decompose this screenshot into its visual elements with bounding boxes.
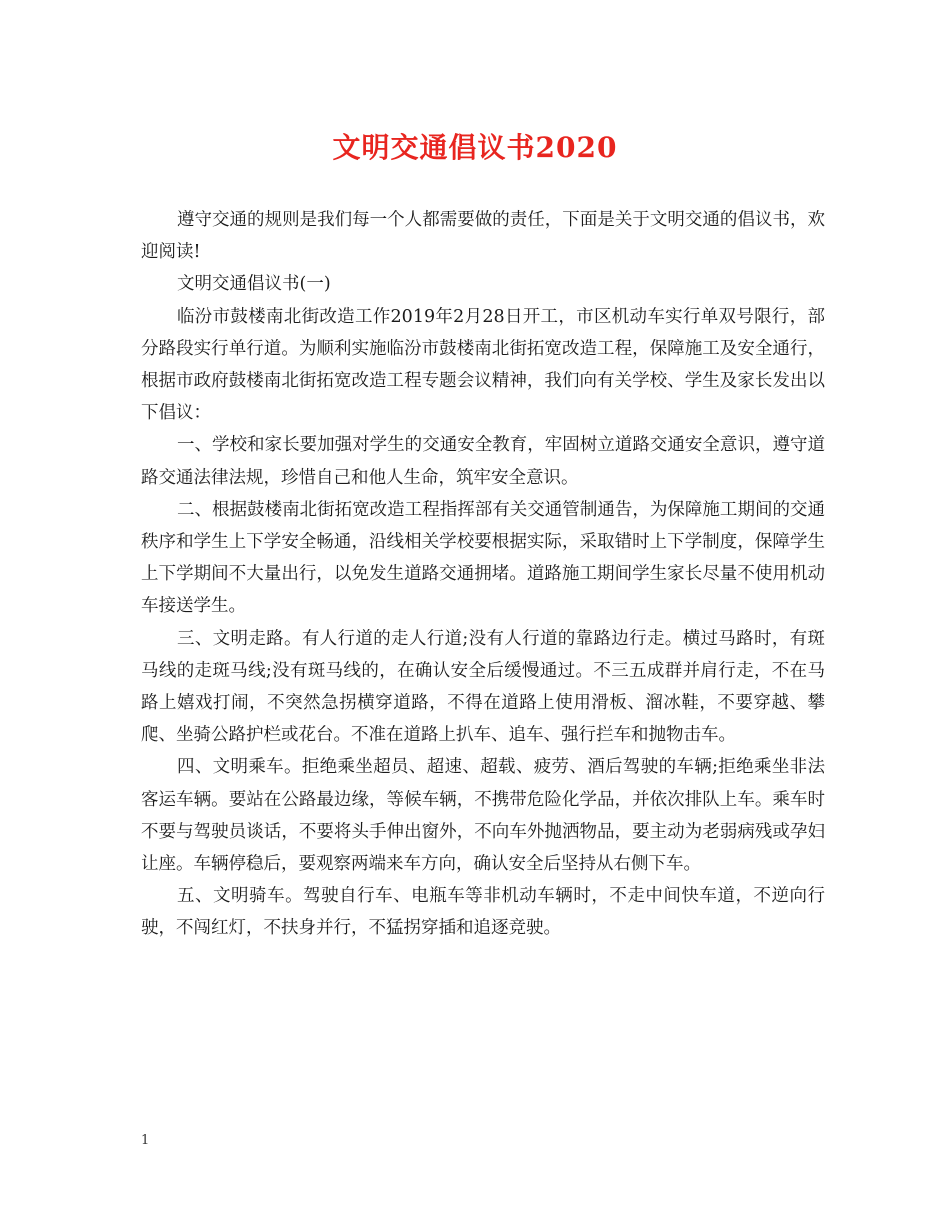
document-title: 文明交通倡议书2020 [332, 131, 618, 164]
section-heading: 文明交通倡议书(一) [177, 274, 331, 295]
paragraph-background: 临汾市鼓楼南北街改造工作2019年2月28日开工，市区机动车实行单双号限行，部分路段实行单行道。为顺利实施临汾市鼓楼南北街拓宽改造工程，保障施工及安全通行，根据市政府鼓楼南北街拓宽改造工程专题会议精神，我们向有关学校、学生及家长发出以下倡议： [141, 306, 825, 424]
paragraph-item-5: 五、文明骑车。驾驶自行车、电瓶车等非机动车辆时，不走中间快车道，不逆向行驶，不闯红灯，不扶身并行，不猛拐穿插和追逐竞驶。 [141, 886, 825, 939]
document-body [141, 204, 825, 945]
paragraph-item-2: 二、根据鼓楼南北街拓宽改造工程指挥部有关交通管制通告，为保障施工期间的交通秩序和学生上下学安全畅通，沿线相关学校要根据实际，采取错时上下学制度，保障学生上下学期间不大量出行，以免发生道路交通拥堵。道路施工期间学生家长尽量不使用机动车接送学生。 [141, 499, 825, 617]
page-number: 1 [141, 1133, 150, 1148]
paragraph-item-3: 三、文明走路。有人行道的走人行道;没有人行道的靠路边行走。横过马路时，有斑马线的走斑马线;没有斑马线的，在确认安全后缓慢通过。不三五成群并肩行走，不在马路上嬉戏打闹，不突然急拐横穿道路，不得在道路上使用滑板、溜冰鞋，不要穿越、攀爬、坐骑公路护栏或花台。不准在道路上扒车、追车、强行拦车和抛物击车。 [141, 628, 825, 746]
paragraph-item-1: 一、学校和家长要加强对学生的交通安全教育，牢固树立道路交通安全意识，遵守道路交通法律法规，珍惜自己和他人生命，筑牢安全意识。 [141, 435, 825, 488]
paragraph-intro: 遵守交通的规则是我们每一个人都需要做的责任，下面是关于文明交通的倡议书，欢迎阅读! [141, 210, 825, 263]
paragraph-item-4: 四、文明乘车。拒绝乘坐超员、超速、超载、疲劳、酒后驾驶的车辆;拒绝乘坐非法客运车辆。要站在公路最边缘，等候车辆，不携带危险化学品，并依次排队上车。乘车时不要与驾驶员谈话，不要将头手伸出窗外，不向车外抛洒物品，要主动为老弱病残或孕妇让座。车辆停稳后，要观察两端来车方向，确认安全后坚持从右侧下车。 [141, 757, 825, 875]
